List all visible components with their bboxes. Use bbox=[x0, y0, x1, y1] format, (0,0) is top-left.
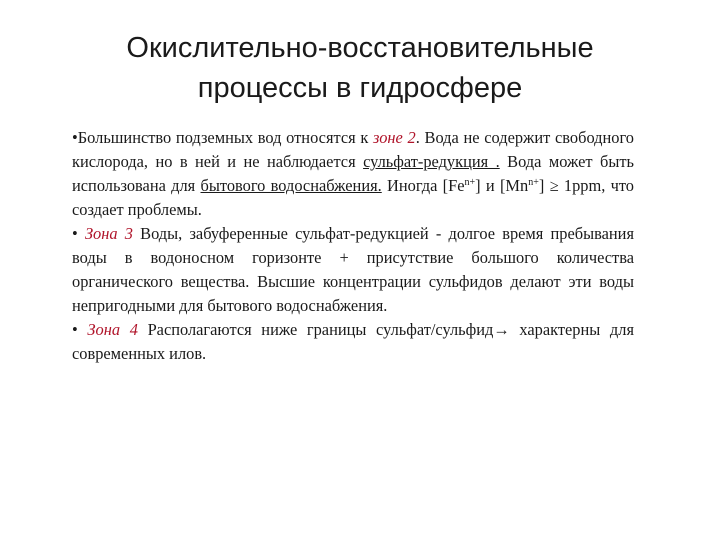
superscript: n+ bbox=[528, 177, 539, 188]
domestic-water-supply-term: бытового водоснабжения. bbox=[200, 176, 382, 195]
paragraph-text: ] ≥ 1ppm, что создает проблемы. bbox=[72, 176, 634, 219]
paragraph-zone-4 bbox=[72, 318, 634, 366]
zone-4-label: Зона 4 bbox=[87, 320, 138, 339]
zone-2-label: зоне 2 bbox=[373, 128, 416, 147]
paragraph-text: Воды, забуференные сульфат-редукцией - долгое время пребывания воды в водоносном горизонте + присутствие большого количества органического вещества. Высшие концентрации сульфидов делают эти воды непригодными для бытового водоснабжения. bbox=[72, 224, 634, 315]
zone-3-label: Зона 3 bbox=[84, 224, 133, 243]
paragraph-text: ] и [Mn bbox=[475, 176, 529, 195]
slide-body bbox=[72, 126, 634, 366]
title-line-2: процессы в гидросфере bbox=[197, 72, 523, 104]
paragraph-zone-2 bbox=[72, 126, 634, 222]
bullet: • bbox=[72, 128, 78, 147]
paragraph-zone-3 bbox=[72, 222, 634, 318]
paragraph-text: Иногда [Fe bbox=[381, 176, 465, 195]
paragraph-text: Вода может быть использована для bbox=[72, 152, 634, 195]
bullet: • bbox=[72, 224, 85, 243]
slide-title bbox=[40, 28, 680, 108]
paragraph-text: Располагаются ниже границы сульфат/сульфид→ характерны для современных илов. bbox=[72, 320, 634, 363]
title-line-1: Окислительно-восстановительные bbox=[126, 32, 594, 64]
paragraph-text: Большинство подземных вод относятся к bbox=[77, 128, 374, 147]
paragraph-text: . Вода не содержит свободного кислорода, но в ней и не наблюдается bbox=[72, 128, 634, 171]
sulfate-reduction-term: сульфат-редукция . bbox=[363, 152, 500, 171]
superscript: n+ bbox=[464, 177, 476, 188]
bullet: • bbox=[72, 320, 88, 339]
